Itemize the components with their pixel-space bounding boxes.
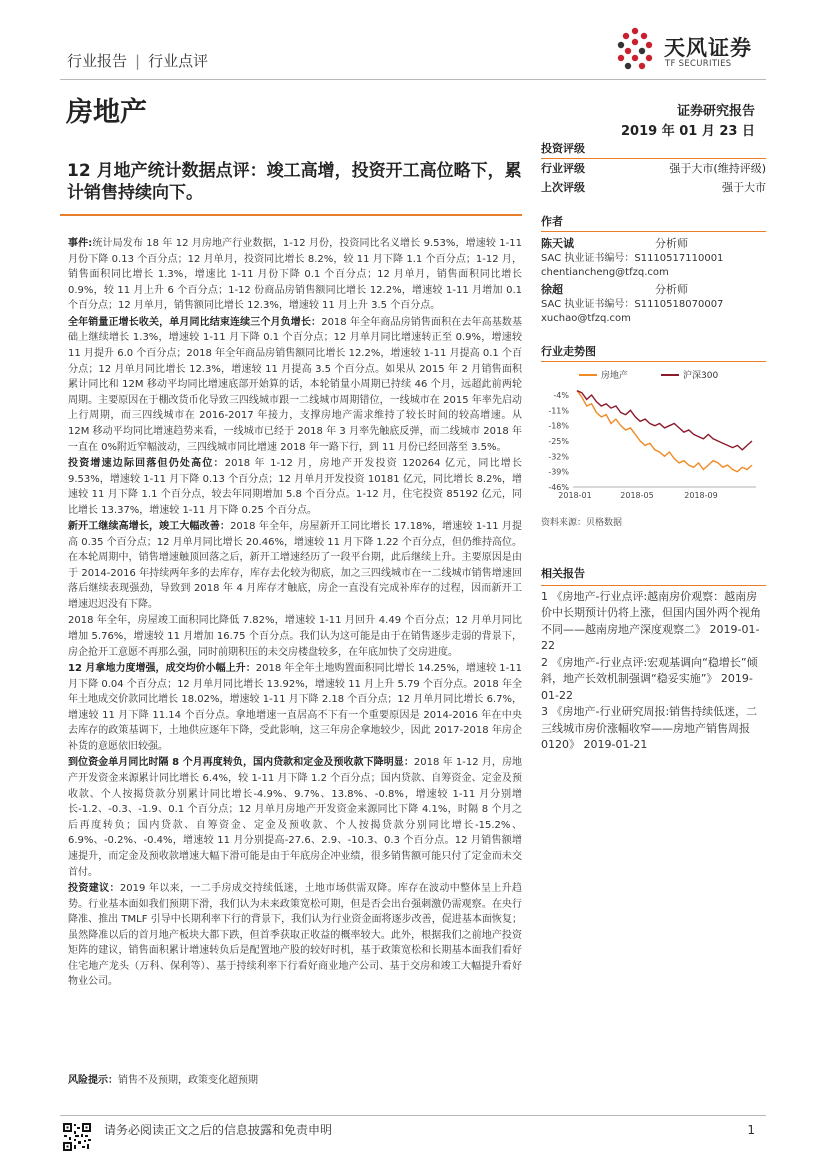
- risk-lead: 风险提示：: [68, 1075, 118, 1086]
- y-tick-label: -18%: [548, 421, 569, 431]
- industry-trend-chart: [541, 361, 766, 513]
- paragraph-text: 2018 年 1-12 月，房地产开发投资 120264 亿元，同比增长 9.53%，增速较 1-11 月下降 0.13 个百分点；12 月单月开发投资 10181 亿元，同比增长 8.2%，增速较 11 月下降 1.1 个百分点，较去年同期增加 5.8 个百分点。1-12 月，住宅投资 85192 亿元，同比增长 13.37%，增速较 1-11 月下降 0.25 个百分点。: [68, 457, 522, 516]
- paragraph-text: 统计局发布 18 年 12 月房地产行业数据，1-12 月份，投资同比名义增长 9.53%，增速较 1-11 月份下降 0.13 个百分点；12 月单月，投资同比增长 8.2%，较 11 月下降 1.1 个百分点；1-12 月，销售面积同比增长 1.3%，增速比 1-11 月份下降 0.1 个百分点；12 月单月，销售面积同比增长 0.9%，较 11 月上升 6 个百分点；1-12 份商品房销售额同比增长 12.2%，增速较 1-11 月增加 0.1 个百分点；12 月单月，销售额同比增长 12.3%，增速较 11 月上升 3.5 个百分点。: [68, 238, 522, 312]
- report-type: [67, 50, 208, 71]
- company-logo: [612, 26, 762, 72]
- chart-section: [541, 343, 766, 362]
- analyst-role: 分析师: [655, 283, 688, 296]
- related-report-link[interactable]: 1 《房地产-行业点评:越南房价观察：越南房价中长期预计仍将上涨，但国内国外两个视角不同——越南房地产深度观察二》 2019-01-22: [541, 589, 761, 652]
- paragraph-lead: 新开工继续高增长，竣工大幅改善：: [68, 521, 231, 533]
- risk-warning: [68, 1071, 522, 1086]
- title-divider: [60, 214, 522, 216]
- report-type-separator: |: [135, 52, 141, 70]
- rating-key: 上次评级: [541, 181, 585, 194]
- report-type-secondary: 行业点评: [148, 52, 209, 70]
- y-tick-label: -32%: [548, 452, 569, 462]
- report-type-primary: 行业报告: [67, 52, 128, 70]
- disclaimer-text: 请务必阅读正文之后的信息披露和免责申明: [104, 1123, 333, 1137]
- paragraph: [68, 613, 522, 660]
- paragraph: [68, 456, 522, 518]
- logo-text-en: TF SECURITIES: [665, 59, 732, 69]
- related-reports: [541, 566, 766, 754]
- report-body: [68, 236, 522, 991]
- rating-value: 强于大市: [722, 181, 766, 194]
- paragraph: [68, 881, 522, 990]
- analyst-name: 陈天诚: [541, 237, 574, 250]
- paragraph-lead: 全年销量正增长收关，单月同比结束连续三个月负增长：: [68, 316, 322, 328]
- analyst-cert: SAC 执业证书编号：S1110517110001: [541, 253, 724, 264]
- authors-section: [541, 213, 766, 326]
- paragraph-lead: 事件:: [68, 238, 93, 249]
- risk-text: 销售不及预期，政策变化超预期: [118, 1075, 258, 1086]
- series-line: [577, 391, 752, 450]
- rating-heading: 投资评级: [541, 140, 766, 159]
- paragraph-lead: 投资增速边际回落但仍处高位：: [68, 457, 225, 469]
- rating-section: [541, 140, 766, 197]
- rating-row: [541, 178, 766, 197]
- paragraph-text: 2018 年全年商品房销售面积在去年高基数基础上继续增长 1.3%，增速较 1-11 月下降 0.1 个百分点；12 月单月同比增速转正至 0.9%，增速较 11 月提升 6.0 个百分点；2018 年全年商品房销售额同比增长 12.2%，增速较 1-11 月提高 0.1 个百分点；12 月单月同比增长 12.3%，增速较 11 月提高 3.5 个百分点。如果从 2015 年 2 月销售面积累计同比和 12M 移动平均同比增速底部开始算的话，本轮销量小周期已持续 46 个月，远超此前两轮周期。主要原因在于棚改货币化导致三四线城市跟一二线城市周期错位，一线城市在 2015 年率先启动上行周期，而三四线城市在 2016-2017 年接力，支撑房地产需求维持了较长时间的较高增速。从 12M 移动平均同比增速趋势来看，一线城市已经于 2018 年 3 月率先触底反弹，而二线城市 2018 年一直在 0%附近窄幅波动，三四线城市同比增速 2018 年一路下行，到 11 月份已经回落至 3.5%。: [68, 316, 523, 453]
- y-tick-label: -25%: [548, 437, 569, 446]
- y-tick-label: -39%: [548, 467, 569, 477]
- paragraph-text: 2018 年全年，房屋新开工同比增长 17.18%，增速较 1-11 月提高 0.35 个百分点；12 月单月同比增长 20.46%，增速较 11 月下降 1.22 个百分点，但仍维持高位。在本轮周期中，销售增速触顶回落之后，新开工增速经历了一段平台期，此后继续上升。主要原因是由于 2014-2016 年持续两年多的去库存，库存去化较为彻底，加之三四线城市在一二线城市销售增速回落后继续表现强劲，导致到 2018 年 4 月库存才触底，房企一直没有完成补库存的过程，因而新开工增速迟迟没有下降。: [68, 521, 523, 611]
- rating-value: 强于大市(维持评级): [669, 162, 766, 175]
- sector-title: 房地产: [66, 97, 147, 128]
- paragraph-lead: 12 月拿地力度增强，成交均价小幅上升：: [68, 663, 256, 675]
- related-heading: 相关报告: [541, 566, 766, 586]
- analyst-card: [541, 283, 766, 326]
- trend-chart-svg: [541, 361, 766, 513]
- paragraph: [68, 661, 522, 755]
- chart-heading: 行业走势图: [541, 343, 766, 362]
- top-divider: [60, 79, 766, 80]
- qr-code-icon: [62, 1122, 92, 1152]
- y-tick-label: -46%: [548, 483, 569, 492]
- series-line: [577, 391, 752, 472]
- rating-row: [541, 159, 766, 178]
- footer-divider: [60, 1115, 766, 1116]
- paragraph: [68, 755, 522, 880]
- chart-source: 资料来源：贝格数据: [541, 518, 623, 528]
- paragraph-text: 2018 年全年，房屋竣工面积同比降低 7.82%，增速较 1-11 月回升 4.49 个百分点；12 月单月同比增加 5.76%，增速较 11 月增加 16.75 个百分点。我们认为这可能是由于在销售逐步走弱的背景下，房企抢开工意愿不再那么强，同时前期积压的未交房楼盘较多，在年底加快了交房进度。: [68, 615, 522, 658]
- authors-heading: 作者: [541, 213, 766, 232]
- legend-label: 沪深300: [683, 371, 719, 381]
- logo-text-cn: 天风证券: [664, 36, 752, 60]
- report-date: 2019 年 01 月 23 日: [621, 124, 755, 139]
- x-tick-label: 2018-09: [684, 491, 718, 500]
- paragraph-lead: 投资建议：: [68, 882, 120, 894]
- paragraph: [68, 315, 522, 455]
- analyst-cert: SAC 执业证书编号：S1110518070007: [541, 299, 724, 310]
- analyst-card: [541, 237, 766, 280]
- y-tick-label: -11%: [548, 406, 569, 416]
- legend-label: 房地产: [601, 371, 629, 381]
- x-tick-label: 2018-01: [558, 491, 592, 500]
- paragraph: [68, 519, 522, 613]
- analyst-name: 徐超: [541, 283, 563, 296]
- report-category: 证券研究报告: [676, 104, 755, 119]
- paragraph-text: 2018 年 1-12 月，房地产开发资金来源累计同比增长 6.4%，较 1-11 月下降 1.2 个百分点；国内贷款、自筹资金、定金及预收款、个人按揭贷款分别累计同比增长-4.9%、9.7%、13.8%、-0.8%，增速较 1-11 月分别增长-1.2、-0.3、-1.9、0.1 个百分点；12 月单月房地产开发资金来源同比下降 4.1%，时隔 8 个月之后再度转负；国内贷款、自筹资金、定金及预收款、个人按揭贷款分别同比增长-15.2%、6.9%、-0.2%、-0.4%，增速较 11 月分别提高-27.6、2.9、-10.3、0.3 个百分点。12 月销售额增速提升，而定金及预收款增速大幅下滑可能是由于年底房企冲业绩，很多销售额可能只付了定金而未交首付。: [68, 757, 523, 878]
- related-report-link[interactable]: 3 《房地产-行业研究周报:销售持续低迷，二三线城市房价涨幅收窄——房地产销售周报 0120》 2019-01-21: [541, 705, 758, 751]
- report-title: 12 月地产统计数据点评：竣工高增，投资开工高位略下，累计销售持续向下。: [67, 161, 522, 203]
- analyst-role: 分析师: [655, 237, 688, 250]
- logo-mark-icon: [612, 26, 658, 72]
- rating-key: 行业评级: [541, 162, 585, 175]
- paragraph: [68, 236, 522, 314]
- paragraph-text: 2019 年以来，一二手房成交持续低迷，土地市场供需双降。库存在波动中整体呈上升趋势。行业基本面如我们预期下滑，我们认为未来政策宽松可期，但是否会出台强刺激仍需观察。在央行降准、推出 TMLF 引导中长期利率下行的背景下，我们认为行业资金面将逐步改善，促进基本面恢复；虽然降准以后的首月地产板块大都下跌，但首季获取正收益的概率较大。此外，根据我们之前地产投资矩阵的建议，销售面积累计增速转负后是配置地产股的较好时机，基于政策宽松和长期基本面我们看好住宅地产龙头（万科、保利等）、基于持续利率下行看好商业地产公司、基于交房和竣工大幅提升看好物业公司。: [68, 882, 522, 988]
- y-tick-label: -4%: [553, 391, 569, 400]
- x-tick-label: 2018-05: [620, 491, 654, 500]
- paragraph-lead: 到位资金单月同比时隔 8 个月再度转负，国内贷款和定金及预收款下降明显：: [68, 757, 414, 769]
- analyst-email[interactable]: xuchao@tfzq.com: [541, 313, 631, 324]
- page-number: 1: [747, 1123, 755, 1137]
- paragraph-text: 2018 年全年土地购置面积同比增长 14.25%，增速较 1-11 月下降 0.04 个百分点；12 月单月同比增长 13.92%，增速较 11 月上升 5.79 个百分点。2018 年全年土地成交价款同比增长 18.02%，增速较 1-11 月下降 2.18 个百分点；12 月单月同比增长 6.7%，增速较 11 月下降 11.14 个百分点。拿地增速一直居高不下有一个重要原因是 2014-2016 年在中央去库存的政策基调下，土地供应逐年下降，受此影响，这三年房企拿地较少，因此 2017-2018 年房企补货的意愿依旧较强。: [68, 663, 522, 752]
- related-report-link[interactable]: 2 《房地产-行业点评:宏观基调向“稳增长”倾斜，地产长效机制强调“稳妥实施”》 2019-01-22: [541, 655, 758, 702]
- analyst-email[interactable]: chentiancheng@tfzq.com: [541, 267, 669, 278]
